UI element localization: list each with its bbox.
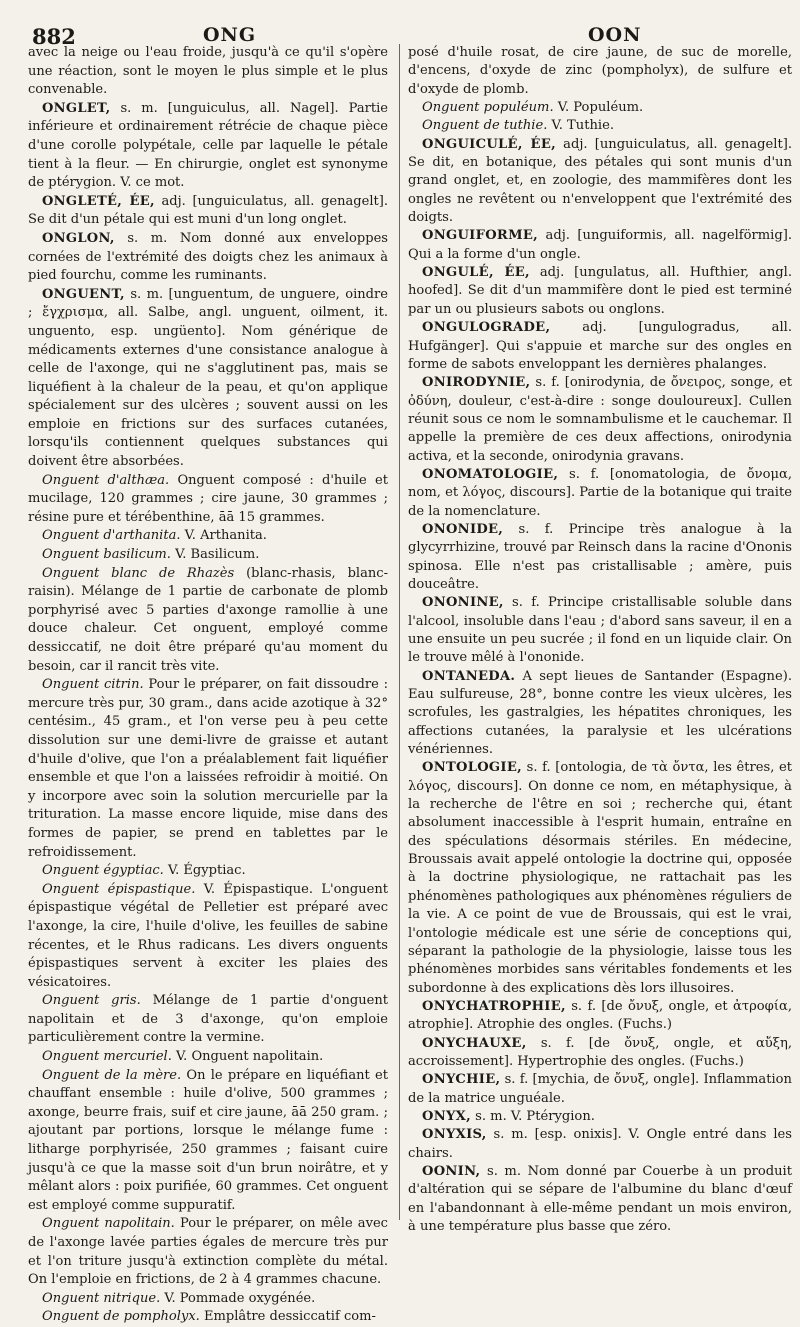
entry-headword: ONGLON, xyxy=(42,230,115,246)
entry-subheading: Onguent populéum. xyxy=(422,100,554,116)
column-divider xyxy=(399,44,400,1220)
dictionary-entry xyxy=(408,264,792,319)
left-column xyxy=(28,44,388,1325)
entry-headword: ONGLET, xyxy=(42,100,111,116)
dictionary-entry xyxy=(408,99,792,117)
entry-definition: s. f. Principe cristallisable soluble dans l'alcool, insoluble dans l'eau ; d'abord sans saveur, il en a une ensuite un peu sucrée ; il fond en un liquide clair. On le trouve mêlé à l'ononide. xyxy=(408,595,792,666)
entry-headword: ONGUENT, xyxy=(42,286,125,302)
dictionary-entry xyxy=(28,193,388,230)
right-column xyxy=(408,44,792,1234)
entry-definition: Pour le préparer, on fait dissoudre : mercure très pur, 30 gram., dans acide azotique à 32° centésim., 45 gram., et l'on verse peu à peu cette dissolution sur une demi-livre de graisse et autant d'huile d'olive, que l'on a préalablement fait liquéfier ensemble et que l'on a laissées refroidir à moitié. On y incorpore avec soin la solution mercurielle par la trituration. La masse encore liquide, mise dans des formes de papier, se prend en tablettes par le refroidissement. xyxy=(28,677,388,860)
entry-definition: V. Basilicum. xyxy=(170,547,260,563)
entry-subheading: Onguent blanc de Rhazès xyxy=(42,565,235,581)
dictionary-entry xyxy=(28,1215,388,1289)
dictionary-entry xyxy=(408,1071,792,1108)
entry-headword: ONOMATOLOGIE, xyxy=(422,466,559,482)
dictionary-entry xyxy=(408,374,792,466)
dictionary-entry xyxy=(28,472,388,528)
entry-definition: s. f. Principe très analogue à la glycyrrhizine, trouvé par Reinsch dans la racine d'Ononis spinosa. Elle n'est pas cristallisable ; amère, puis douceâtre. xyxy=(408,521,792,592)
entry-definition: adj. [unguiculatus, all. genagelt]. Se dit d'un pétale qui est muni d'un long onglet. xyxy=(28,193,388,228)
entry-definition: s. m. [unguentum, de unguere, oindre ; ἔγχρισμα, all. Salbe, angl. unguent, oilment, it. unguento, esp. ungüento]. Nom générique de médicaments externes d'une consistance analogue à celle de l'axonge, qui ne s'agglutinent pas, mais se liquéfient à la chaleur de la peau, et qu'on applique spécialement sur des ulcères ; souvent aussi on les emploie en frictions sur des surfaces cutanées, lorsqu'ils contiennent quelques substances qui doivent être absorbées. xyxy=(28,286,388,470)
entry-definition: adj. [unguiculatus, all. genagelt]. Se dit, en botanique, des pétales qui sont munis d'un grand onglet, et, en zoologie, des mammifères dont les ongles ne revêtent ou n'enveloppent que l'extrémité des doigts. xyxy=(408,136,792,226)
entry-definition: adj. [ungulatus, all. Hufthier, angl. hoofed]. Se dit d'un mammifère dont le pied est terminé par un ou plusieurs sabots ou onglons. xyxy=(408,265,792,317)
dictionary-entry xyxy=(28,1308,388,1327)
entry-definition: adj. [ungulogradus, all. Hufgänger]. Qui s'appuie et marche sur des ongles en forme de sabots enveloppant les dernières phalanges. xyxy=(408,320,792,372)
entry-subheading: Onguent de tuthie. xyxy=(422,118,548,134)
entry-headword: ONGLETÉ, ÉE, xyxy=(42,193,155,209)
dictionary-entry xyxy=(28,527,388,546)
entry-subheading: Onguent gris. xyxy=(42,993,141,1009)
entry-definition: s. m. Nom donné aux enveloppes cornées de l'extrémité des doigts chez les animaux à pied fourchu, comme les ruminants. xyxy=(28,230,388,284)
entry-headword: OONIN, xyxy=(422,1163,481,1179)
entry-headword: ONYCHAUXE, xyxy=(422,1035,527,1051)
dictionary-entry xyxy=(408,759,792,997)
entry-definition: Onguent composé : d'huile et mucilage, 120 grammes ; cire jaune, 30 grammes ; résine pure et térébenthine, āā 15 grammes. xyxy=(28,472,388,525)
entry-subheading: Onguent nitrique. xyxy=(42,1290,161,1306)
entry-headword: ONYCHATROPHIE, xyxy=(422,998,566,1014)
entry-definition: avec la neige ou l'eau froide, jusqu'à ce qu'il s'opère une réaction, sont le moyen le plus simple et le plus convenable. xyxy=(28,45,388,98)
dictionary-entry xyxy=(28,1067,388,1216)
dictionary-entry xyxy=(28,992,388,1048)
entry-definition: V. Pommade oxygénée. xyxy=(160,1290,316,1306)
entry-definition: V. Arthanita. xyxy=(180,528,267,544)
page-number: 882 xyxy=(32,24,76,49)
entry-headword: ONGULÉ, ÉE, xyxy=(422,265,530,281)
entry-headword: ONYX, xyxy=(422,1108,471,1124)
dictionary-entry xyxy=(408,668,792,760)
entry-subheading: Onguent napolitain. xyxy=(42,1216,175,1232)
dictionary-entry xyxy=(408,1163,792,1236)
dictionary-entry xyxy=(28,676,388,862)
dictionary-entry xyxy=(408,594,792,667)
entry-subheading: Onguent épispastique. xyxy=(42,881,196,897)
entry-subheading: Onguent de la mère. xyxy=(42,1067,182,1083)
dictionary-entry xyxy=(408,44,792,99)
entry-subheading: Onguent d'arthanita. xyxy=(42,528,181,544)
right-running-head: OON xyxy=(588,24,642,46)
entry-definition: On le prépare en liquéfiant et chauffant ensemble : huile d'olive, 500 grammes ; axonge, beurre frais, suif et cire jaune, āā 250 gram. ; ajoutant par portions, lorsque le mélange fume : litharge porphyrisée, 250 grammes ; faisant cuire jusqu'à ce que la masse soit d'un brun noirâtre, et y mêlant alors : poix purifiée, 60 grammes. Cet onguent est employé comme suppuratif. xyxy=(28,1067,388,1213)
dictionary-entry xyxy=(28,881,388,993)
entry-subheading: Onguent mercuriel. xyxy=(42,1049,172,1065)
entry-definition: s. f. [onomatologia, de ὄνομα, nom, et λόγος, discours]. Partie de la botanique qui traite de la nomenclature. xyxy=(408,466,792,519)
entry-definition: A sept lieues de Santander (Espagne). Eau sulfureuse, 28°, bonne contre les vieux ulcères, les scrofules, les gastralgies, les hépatites chroniques, les affections cutanées, la paralysie et les ulcérations vénériennes. xyxy=(408,668,792,758)
entry-subheading: Onguent basilicum. xyxy=(42,547,171,563)
dictionary-entry xyxy=(408,1126,792,1163)
dictionary-entry xyxy=(28,286,388,472)
dictionary-entry xyxy=(408,319,792,374)
entry-headword: ONGUICULÉ, ÉE, xyxy=(422,136,556,152)
entry-definition: V. Populéum. xyxy=(553,100,644,116)
entry-subheading: Onguent d'althæa. xyxy=(42,472,170,488)
entry-headword: ONIRODYNIE, xyxy=(422,375,531,391)
entry-headword: ONTANEDA. xyxy=(422,668,516,684)
dictionary-entry xyxy=(28,565,388,677)
dictionary-entry xyxy=(28,1290,388,1309)
dictionary-entry xyxy=(28,100,388,193)
entry-headword: ONGUIFORME, xyxy=(422,228,539,244)
dictionary-entry xyxy=(28,546,388,565)
entry-definition: adj. [unguiformis, all. nagelförmig]. Qui a la forme d'un ongle. xyxy=(408,228,792,262)
dictionary-entry xyxy=(408,1035,792,1072)
dictionary-entry xyxy=(28,230,388,286)
entry-headword: ONGULOGRADE, xyxy=(422,320,551,336)
entry-definition: s. f. [onirodynia, de ὄνειρος, songe, et ὀδύνη, douleur, c'est-à-dire : songe douloureux]. Cullen réunit sous ce nom le somnambulisme et le cauchemar. Il appelle la première de ces deux affections, onirodynia activa, et la seconde, onirodynia gravans. xyxy=(408,375,792,464)
entry-definition: s. m. V. Ptérygion. xyxy=(470,1108,595,1124)
entry-definition: s. f. [mychia, de ὄνυξ, ongle]. Inflammation de la matrice unguéale. xyxy=(408,1072,792,1106)
left-running-head: ONG xyxy=(203,24,257,46)
entry-definition: posé d'huile rosat, de cire jaune, de suc de morelle, d'encens, d'oxyde de zinc (pompholyx), de sulfure et d'oxyde de plomb. xyxy=(408,45,792,97)
dictionary-entry xyxy=(408,117,792,135)
entry-definition: s. m. Nom donné par Couerbe à un produit d'altération qui se sépare de l'albumine du blanc d'œuf en l'abandonnant à elle-même pendant un mois environ, à une température plus basse que zéro. xyxy=(408,1163,792,1234)
entry-subheading: Onguent de pompholyx. xyxy=(42,1309,200,1325)
entry-definition: V. Épispastique. L'onguent épispastique végétal de Pelletier est préparé avec l'axonge, la cire, l'huile d'olive, les feuilles de sabine récentes, et le Rhus radicans. Les divers onguents épispastiques servent à exciter les plaies des vésicatoires. xyxy=(28,881,388,990)
dictionary-entry xyxy=(28,44,388,100)
dictionary-entry xyxy=(408,136,792,228)
entry-definition: V. Onguent napolitain. xyxy=(171,1049,324,1065)
entry-definition: (blanc-rhasis, blanc-raisin). Mélange de 1 partie de carbonate de plomb porphyrisé avec 5 parties d'axonge ramollie à une douce chaleur. Cet onguent, employé comme dessiccatif, ne doit être préparé qu'au moment du besoin, car il rancit très vite. xyxy=(28,565,388,674)
dictionary-entry xyxy=(408,227,792,264)
text-columns xyxy=(28,44,792,1325)
entry-headword: ONONINE, xyxy=(422,595,504,611)
dictionary-entry xyxy=(408,1108,792,1126)
entry-definition: Emplâtre dessiccatif com- xyxy=(199,1309,376,1325)
entry-headword: ONTOLOGIE, xyxy=(422,760,522,776)
entry-definition: s. m. [unguiculus, all. Nagel]. Partie inférieure et ordinairement rétrécie de chaque pièce d'une corolle polypétale, celle par laquelle le pétale tient à la fleur. — En chirurgie, onglet est synonyme de ptérygion. V. ce mot. xyxy=(28,100,388,191)
entry-definition: s. f. [de ὄνυξ, ongle, et αὔξη, accroissement]. Hypertrophie des ongles. (Fuchs.) xyxy=(408,1035,792,1069)
entry-definition: s. m. [esp. onixis]. V. Ongle entré dans les chairs. xyxy=(408,1127,792,1161)
entry-definition: V. Égyptiac. xyxy=(163,863,246,879)
entry-headword: ONONIDE, xyxy=(422,521,504,537)
entry-subheading: Onguent citrin. xyxy=(42,677,144,693)
entry-definition: V. Tuthie. xyxy=(547,118,614,134)
entry-definition: s. f. [de ὄνυξ, ongle, et ἀτροφία, atrophie]. Atrophie des ongles. (Fuchs.) xyxy=(408,998,792,1033)
entry-definition: s. f. [ontologia, de τὰ ὄντα, les êtres, et λόγος, discours]. On donne ce nom, en métaphysique, à la recherche de l'être en soi ; recherche qui, étant absolument inaccessible à l'esprit humain, entraîne en des spéculations désormais stériles. En médecine, Broussais avait appelé ontologie la doctrine qui, opposée à la doctrine physiologique, ne rattachait pas les phénomènes pathologiques aux phénomènes réguliers de la vie. A ce point de vue de Broussais, qui est le vrai, l'ontologie médicale est une série de conceptions qui, séparant la pathologie de la physiologie, laisse tous les phénomènes morbides sans véritables fondements et les subordonne à des explications dès lors illusoires. xyxy=(408,760,792,996)
dictionary-entry xyxy=(28,1048,388,1067)
entry-subheading: Onguent égyptiac. xyxy=(42,863,164,879)
dictionary-entry xyxy=(408,521,792,594)
entry-definition: Mélange de 1 partie d'onguent napolitain et de 3 d'axonge, qu'on emploie particulièrement contre la vermine. xyxy=(28,993,388,1046)
dictionary-entry xyxy=(408,998,792,1035)
dictionary-entry xyxy=(28,862,388,881)
entry-headword: ONYXIS, xyxy=(422,1127,487,1143)
dictionary-entry xyxy=(408,466,792,521)
entry-definition: Pour le préparer, on mêle avec de l'axonge lavée parties égales de mercure très pur et l'on triture jusqu'à extinction complète du métal. On l'emploie en frictions, de 2 à 4 grammes chacune. xyxy=(28,1216,388,1288)
entry-headword: ONYCHIE, xyxy=(422,1072,501,1088)
